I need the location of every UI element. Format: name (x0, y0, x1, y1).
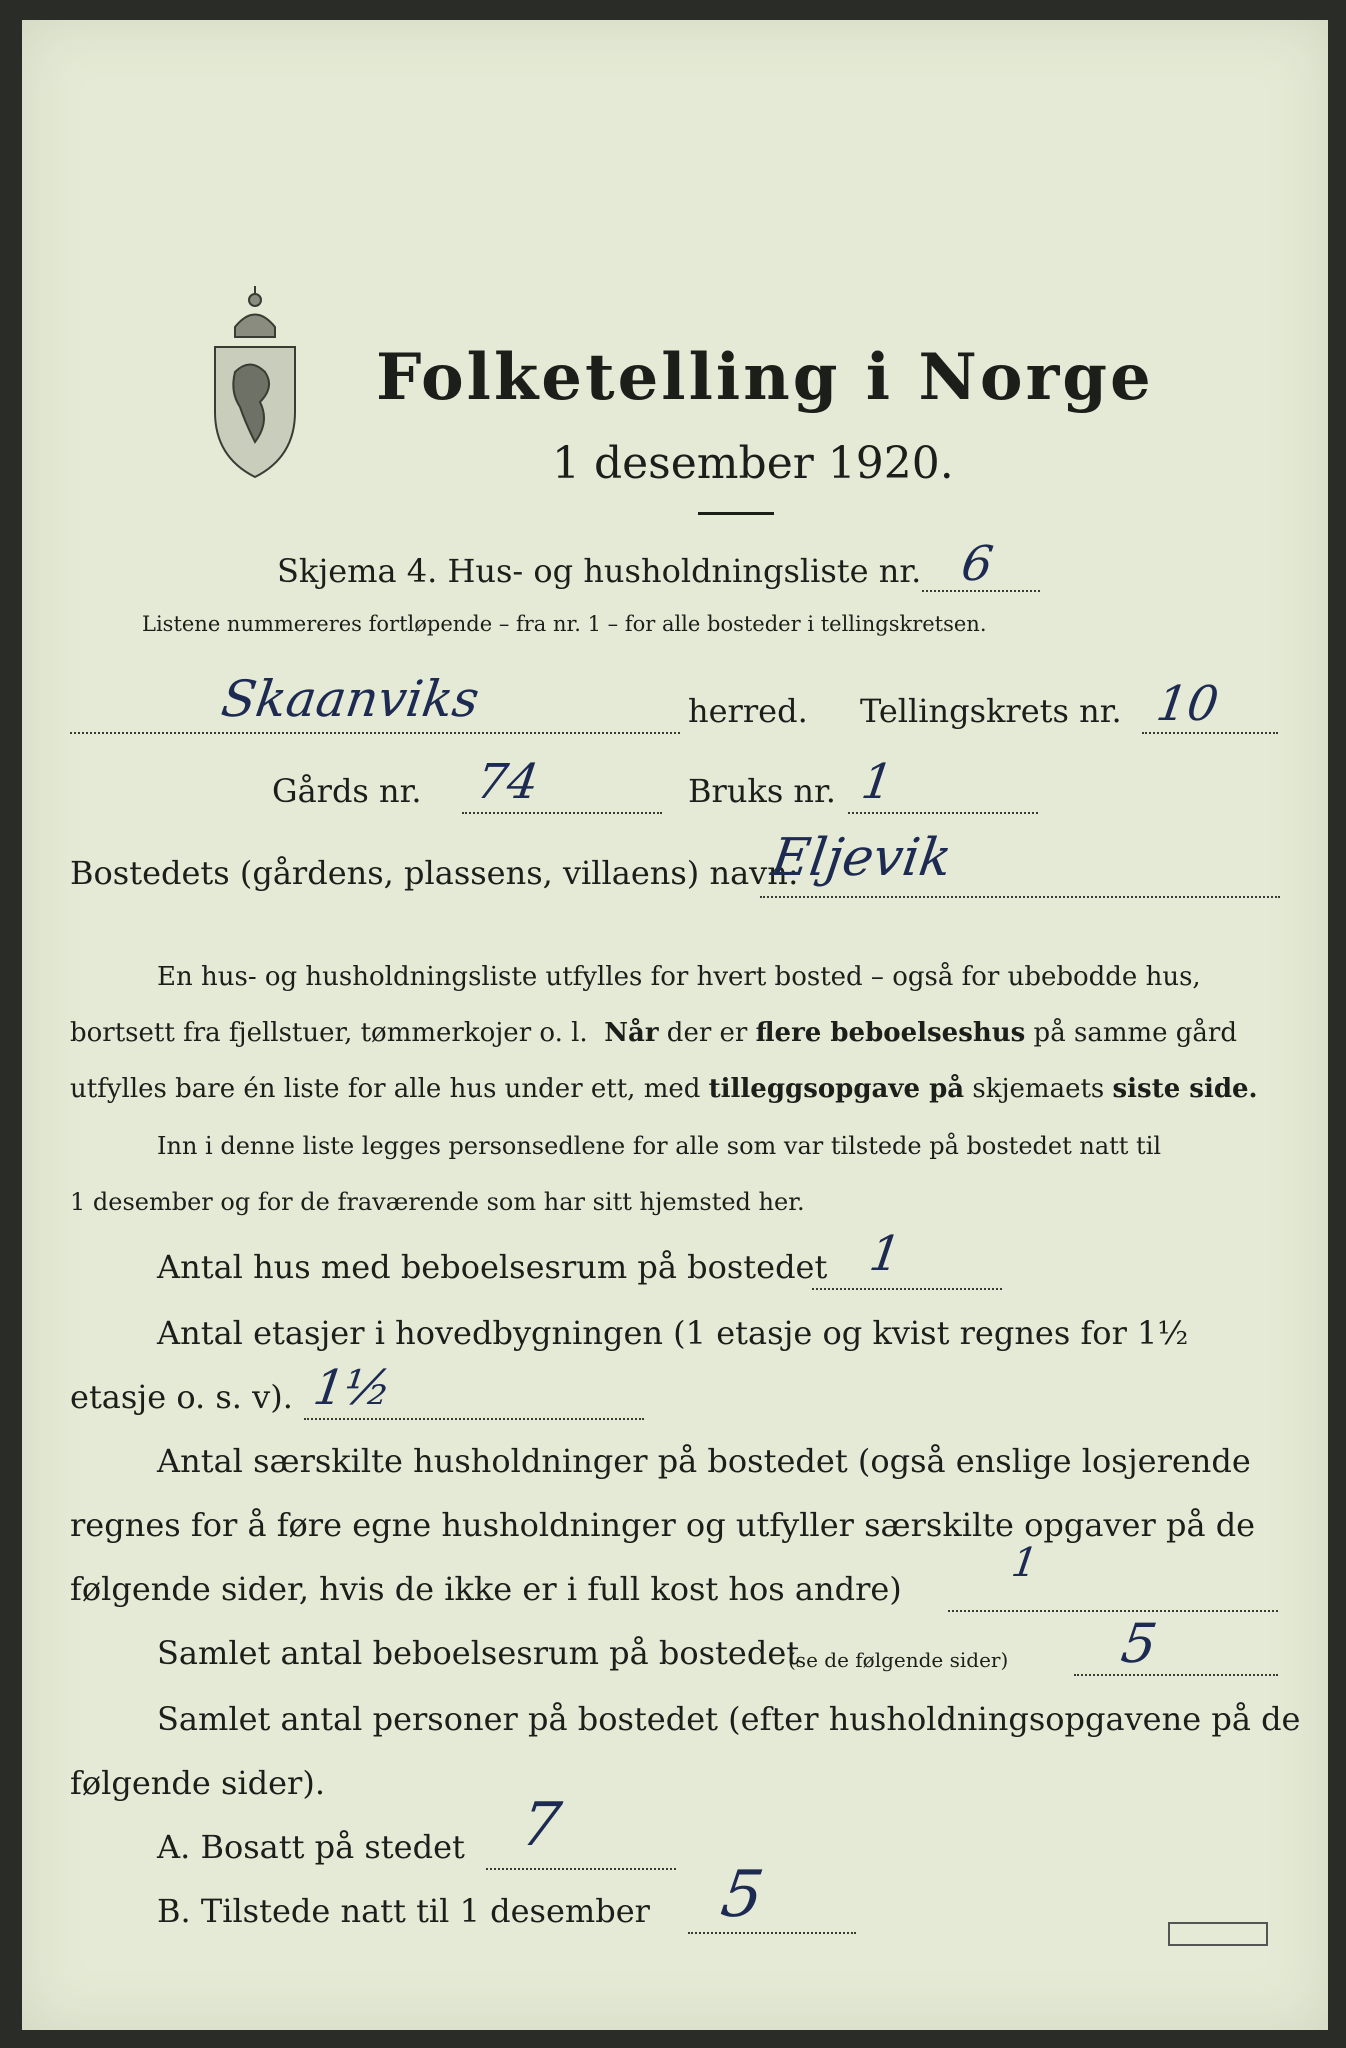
gards-label: Gårds nr. (272, 772, 422, 810)
census-form-page (22, 20, 1328, 2030)
hush-line (948, 1610, 1278, 1612)
rum-label: Samlet antal beboelsesrum på bostedet (157, 1634, 800, 1672)
printer-stamp (1168, 1922, 1268, 1946)
bosted-label: Bostedets (gårdens, plassens, villaens) navn: (70, 854, 799, 892)
a-line (486, 1868, 676, 1870)
pers-line1: Samlet antal personer på bostedet (efter husholdningsopgavene på de (157, 1700, 1301, 1738)
rum-line (1074, 1674, 1278, 1676)
form-title: Folketelling i Norge (376, 340, 1154, 415)
etasjer-line1: Antal etasjer i hovedbygningen (1 etasje og kvist regnes for 1½ (157, 1314, 1189, 1352)
etasjer-value[interactable]: 1½ (310, 1360, 395, 1416)
bosted-line (760, 896, 1280, 898)
a-label: A. Bosatt på stedet (157, 1828, 465, 1866)
b-value[interactable]: 5 (716, 1858, 768, 1932)
bruks-label: Bruks nr. (688, 772, 836, 810)
schema-label: Skjema 4. Hus- og husholdningsliste nr. (277, 552, 922, 590)
instruction-p2-line2: 1 desember og for de fraværende som har sitt hjemsted her. (70, 1188, 805, 1216)
instruction-p1-line1: En hus- og husholdningsliste utfylles for hvert bosted – også for ubebodde hus, (157, 962, 1201, 992)
hush-line1: Antal særskilte husholdninger på bostedet (også enslige losjerende (157, 1442, 1251, 1480)
form-date: 1 desember 1920. (552, 438, 954, 489)
pers-line2: følgende sider). (70, 1764, 325, 1802)
herred-line (70, 732, 680, 734)
herred-label: herred. (688, 692, 808, 730)
instruction-p1-line2: bortsett fra fjellstuer, tømmerkojer o. l. Når der er flere beboelseshus på samme gård (70, 1018, 1237, 1048)
instruction-p2-line1: Inn i denne liste legges personsedlene for alle som var tilstede på bostedet natt til (157, 1132, 1162, 1160)
norwegian-coat-of-arms-icon (200, 282, 310, 482)
etasjer-line2: etasje o. s. v). (70, 1378, 293, 1416)
tellingskrets-label: Tellingskrets nr. (860, 692, 1122, 730)
hus-value[interactable]: 1 (866, 1226, 905, 1282)
bruks-line (848, 812, 1038, 814)
tellingskrets-value[interactable]: 10 (1153, 676, 1223, 732)
a-value[interactable]: 7 (517, 1790, 566, 1860)
list-number-value[interactable]: 6 (958, 536, 997, 592)
hush-line3: følgende sider, hvis de ikke er i full kost hos andre) (70, 1570, 902, 1608)
instruction-p1-line3: utfylles bare én liste for alle hus under ett, med tilleggsopgave på skjemaets siste side. (70, 1074, 1258, 1104)
gards-line (462, 812, 662, 814)
title-rule (698, 512, 774, 515)
hus-line (812, 1288, 1002, 1290)
hush-value[interactable]: 1 (1008, 1540, 1041, 1586)
rum-value[interactable]: 5 (1117, 1612, 1161, 1675)
etasjer-line (304, 1418, 644, 1420)
rum-note: (se de følgende sider) (788, 1648, 1009, 1672)
numbering-instruction: Listene nummereres fortløpende – fra nr. 1 – for alle bosteder i tellingskretsen. (142, 612, 987, 636)
bosted-value[interactable]: Eljevik (767, 828, 956, 888)
bruks-value[interactable]: 1 (858, 754, 897, 810)
tellingskrets-line (1142, 732, 1278, 734)
herred-value[interactable]: Skaanviks (217, 670, 483, 728)
hus-label: Antal hus med beboelsesrum på bostedet (157, 1248, 828, 1286)
gards-value[interactable]: 74 (473, 754, 543, 810)
b-label: B. Tilstede natt til 1 desember (157, 1892, 650, 1930)
b-line (688, 1932, 856, 1934)
hush-line2: regnes for å føre egne husholdninger og utfyller særskilte opgaver på de (70, 1506, 1256, 1544)
